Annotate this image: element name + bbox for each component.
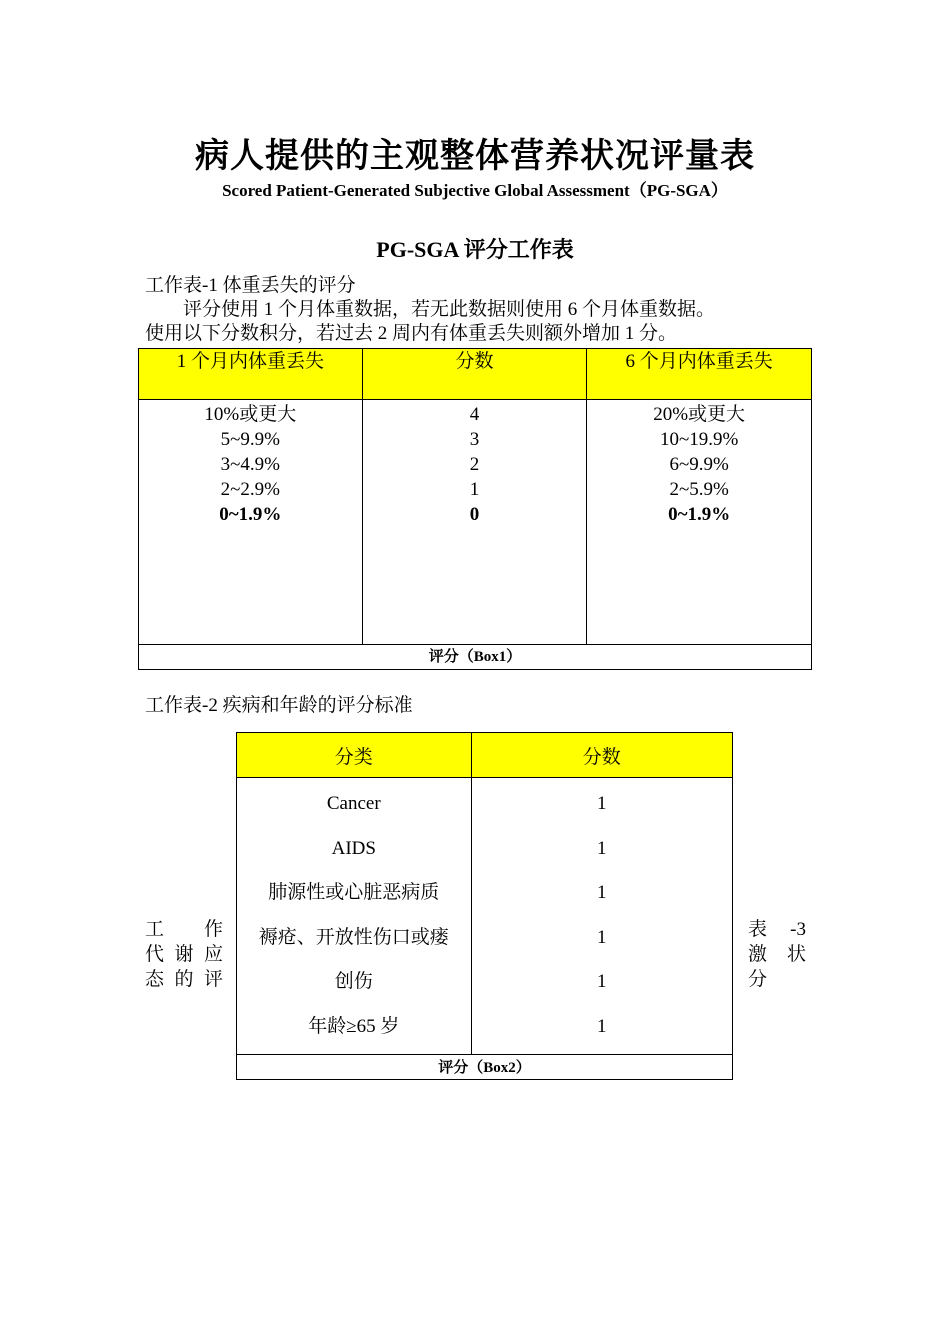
header-1month-loss: 1 个月内体重丢失 <box>139 349 363 400</box>
cell-value: 3~4.9% <box>220 454 281 475</box>
header-category: 分类 <box>237 733 472 778</box>
score-cell: 1 <box>597 793 607 814</box>
worksheet1-description-line2: 使用以下分数积分，若过去 2 周内有体重丢失则额外增加 1 分。 <box>145 323 678 344</box>
disease-age-table <box>236 732 733 1080</box>
worksheet3-side-label-left <box>145 917 223 992</box>
cell-value: 2~5.9% <box>669 479 729 500</box>
category-cell: AIDS <box>331 837 376 859</box>
cell-value: 2~2.9% <box>220 479 281 500</box>
worksheet2-label: 工作表-2 疾病和年龄的评分标准 <box>145 695 413 716</box>
document-title: 病人提供的主观整体营养状况评量表 <box>195 136 755 176</box>
side-right-line: 激 状 <box>748 944 806 965</box>
column-6month-values <box>587 400 812 645</box>
worksheet3-side-label-right <box>748 917 806 992</box>
category-cell: 创伤 <box>334 971 373 993</box>
column-score-values <box>362 400 587 645</box>
header-6month-loss: 6 个月内体重丢失 <box>587 349 812 400</box>
cell-value: 2 <box>469 454 480 475</box>
category-cell: 褥疮、开放性伤口或瘘 <box>258 926 449 948</box>
cell-value: 0~1.9% <box>219 504 282 525</box>
score-cell: 1 <box>597 837 607 859</box>
cell-value: 5~9.9% <box>220 429 281 450</box>
box1-score-footer: 评分（Box1） <box>139 645 812 670</box>
worksheet-heading: PG-SGA 评分工作表 <box>376 237 574 262</box>
cell-value: 0~1.9% <box>668 504 731 525</box>
column-score-values <box>471 778 732 1055</box>
cell-value: 20%或更大 <box>653 404 746 425</box>
score-cell: 1 <box>597 1015 607 1037</box>
score-cell: 1 <box>597 926 607 948</box>
box2-score-footer: 评分（Box2） <box>237 1054 733 1079</box>
cell-value: 10~19.9% <box>659 429 739 450</box>
worksheet1-description-line1: 评分使用 1 个月体重数据，若无此数据则使用 6 个月体重数据。 <box>183 299 716 320</box>
cell-value: 6~9.9% <box>669 454 729 475</box>
cell-value: 10%或更大 <box>204 404 297 425</box>
score-cell: 1 <box>597 971 607 993</box>
cell-value: 0 <box>469 504 480 525</box>
side-left-line: 工 作 <box>145 919 223 940</box>
category-cell: Cancer <box>326 793 381 814</box>
document-subtitle: Scored Patient-Generated Subjective Global Assessment（PG-SGA） <box>222 181 728 200</box>
cell-value: 1 <box>469 479 480 500</box>
cell-value: 3 <box>469 429 480 450</box>
worksheet1-label: 工作表-1 体重丢失的评分 <box>145 275 356 296</box>
side-left-line: 代谢应 <box>145 944 223 965</box>
category-cell: 肺源性或心脏恶病质 <box>268 882 440 904</box>
weight-loss-table <box>138 348 812 670</box>
side-left-line: 态的评 <box>145 969 223 990</box>
side-right-line: 表 -3 <box>748 919 806 940</box>
score-cell: 1 <box>597 882 607 904</box>
header-score: 分数 <box>362 349 587 400</box>
header-score: 分数 <box>471 733 732 778</box>
cell-value: 4 <box>469 404 480 425</box>
column-category-values <box>237 778 472 1055</box>
column-1month-values <box>139 400 363 645</box>
side-right-line: 分 <box>748 969 768 990</box>
category-cell: 年龄≥65 岁 <box>308 1015 400 1037</box>
